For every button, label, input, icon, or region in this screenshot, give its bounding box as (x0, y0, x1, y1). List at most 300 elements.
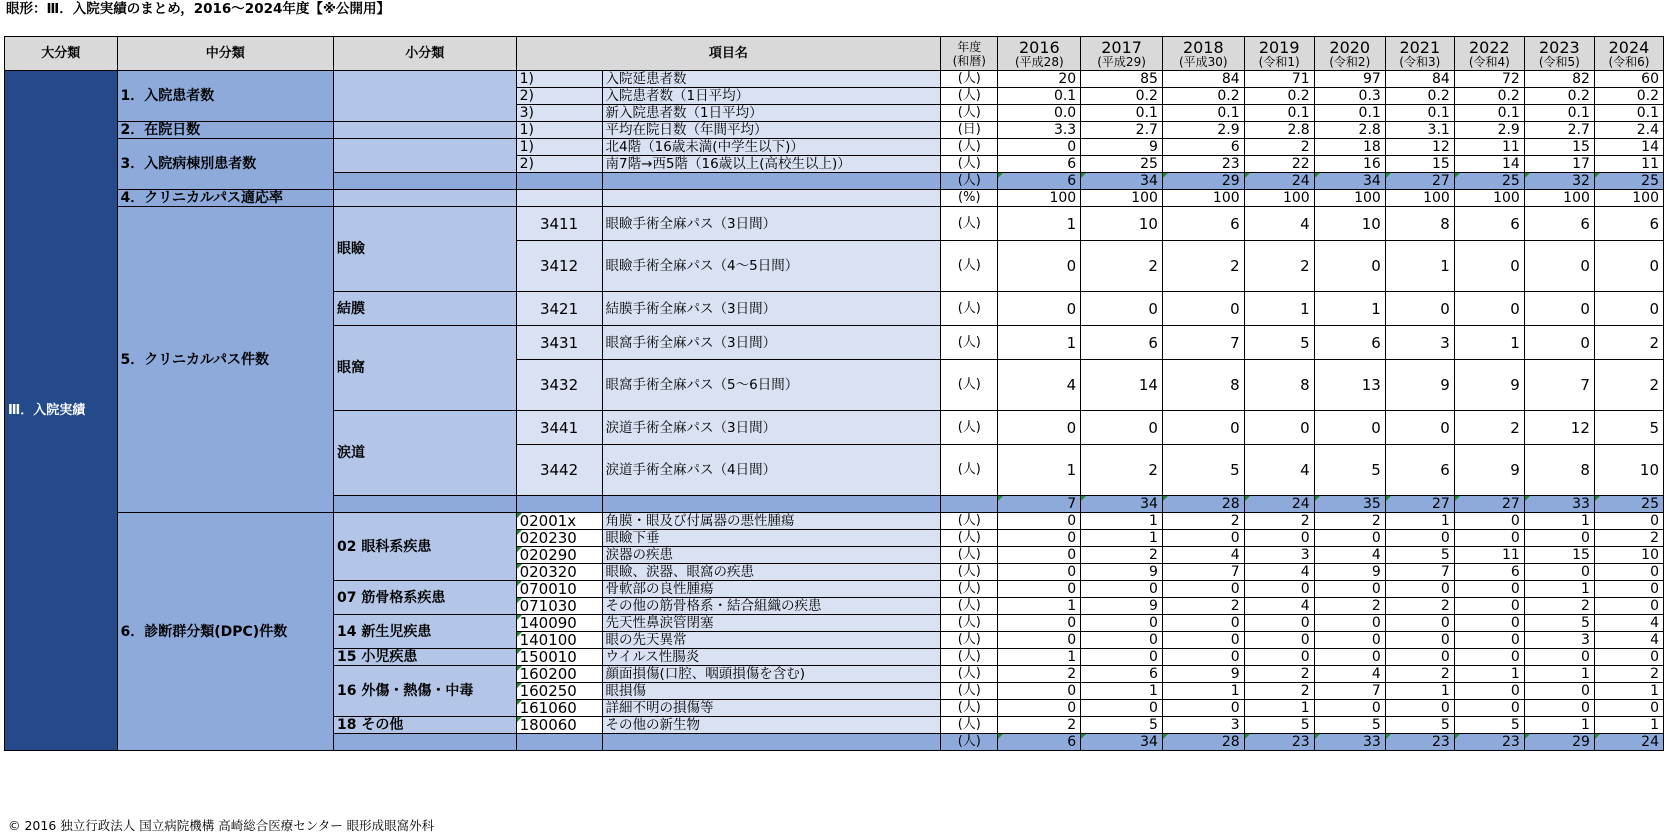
value-cell-2020: 2 (1314, 513, 1385, 530)
value-cell-2017: 2 (1081, 241, 1163, 292)
value-cell-2019: 3 (1244, 547, 1314, 564)
value-cell-2021: 5 (1385, 547, 1454, 564)
row-number (516, 496, 602, 513)
value-cell-2017: 10 (1081, 207, 1163, 241)
value-cell-2020: 4 (1314, 547, 1385, 564)
row-item-name: 入院患者数（1日平均） (602, 88, 941, 105)
row-number: 2) (516, 156, 602, 173)
value-cell-2019: 2 (1244, 666, 1314, 683)
header-year-label: 2020 (1329, 38, 1371, 57)
value-cell-2022: 0 (1454, 683, 1524, 700)
value-cell-2019: 5 (1244, 717, 1314, 734)
row-number: 180060 (516, 717, 602, 734)
row-number: 3441 (516, 411, 602, 445)
value-cell-2018: 4 (1162, 547, 1244, 564)
header-minor: 小分類 (334, 37, 517, 71)
row-number: 1) (516, 122, 602, 139)
row-number: 140100 (516, 632, 602, 649)
value-cell-2021: 3.1 (1385, 122, 1454, 139)
value-cell-2024: 0 (1594, 564, 1663, 581)
value-cell-2020: 35 (1314, 496, 1385, 513)
value-cell-2021: 27 (1385, 496, 1454, 513)
value-cell-2023: 0 (1524, 326, 1594, 360)
row-item-name: その他の筋骨格系・結合組織の疾患 (602, 598, 941, 615)
value-cell-2020: 100 (1314, 190, 1385, 207)
value-cell-2023: 82 (1524, 71, 1594, 88)
value-cell-2018: 0 (1162, 292, 1244, 326)
results-table-container (4, 36, 1664, 751)
value-cell-2021: 84 (1385, 71, 1454, 88)
row-unit: (人) (941, 326, 998, 360)
row-item-name: 涙器の疾患 (602, 547, 941, 564)
value-cell-2021: 0 (1385, 411, 1454, 445)
value-cell-2016: 3.3 (998, 122, 1081, 139)
header-wareki-year: (令和3) (1399, 55, 1441, 69)
row-number: 150010 (516, 649, 602, 666)
value-cell-2022: 0 (1454, 649, 1524, 666)
row-item-name: 先天性鼻涙管閉塞 (602, 615, 941, 632)
category-minor-lacrimal: 涙道 (334, 411, 517, 496)
value-cell-2022: 2 (1454, 411, 1524, 445)
value-cell-2020: 33 (1314, 734, 1385, 751)
value-cell-2018: 5 (1162, 445, 1244, 496)
value-cell-2016: 0 (998, 615, 1081, 632)
header-year-label: 2023 (1539, 38, 1580, 57)
row-unit (941, 496, 998, 513)
header-row (5, 37, 1664, 71)
value-cell-2021: 2 (1385, 598, 1454, 615)
row-item-name: 入院延患者数 (602, 71, 941, 88)
value-cell-2021: 0 (1385, 292, 1454, 326)
value-cell-2017: 2 (1081, 547, 1163, 564)
value-cell-2019: 4 (1244, 598, 1314, 615)
value-cell-2018: 0 (1162, 632, 1244, 649)
value-cell-2024: 0 (1594, 292, 1663, 326)
row-number: 020320 (516, 564, 602, 581)
copyright-footer: © 2016 独立行政法人 国立病院機構 高崎総合医療センター 眼形成眼窩外科 (8, 818, 435, 833)
category-minor-blank (334, 139, 517, 173)
value-cell-2022: 0 (1454, 241, 1524, 292)
value-cell-2023: 0 (1524, 241, 1594, 292)
value-cell-2016: 0 (998, 581, 1081, 598)
value-cell-2018: 2 (1162, 598, 1244, 615)
table-row (5, 190, 1664, 207)
row-unit: (人) (941, 139, 998, 156)
value-cell-2023: 2.7 (1524, 122, 1594, 139)
row-item-name: 平均在院日数（年間平均） (602, 122, 941, 139)
value-cell-2017: 1 (1081, 513, 1163, 530)
value-cell-2018: 0 (1162, 530, 1244, 547)
header-year-label: 2017 (1101, 38, 1142, 57)
row-item-name: ウイルス性腸炎 (602, 649, 941, 666)
value-cell-2016: 0 (998, 632, 1081, 649)
value-cell-2020: 0 (1314, 411, 1385, 445)
value-cell-2024: 2 (1594, 360, 1663, 411)
row-number: 02001x (516, 513, 602, 530)
row-number: 020290 (516, 547, 602, 564)
table-row (5, 139, 1664, 156)
row-item-name: 角膜・眼及び付属器の悪性腫瘍 (602, 513, 941, 530)
value-cell-2017: 0.2 (1081, 88, 1163, 105)
header-year-2021 (1385, 37, 1454, 71)
header-major: 大分類 (5, 37, 118, 71)
header-year-label: 2022 (1468, 38, 1510, 57)
row-item-name: 涙道手術全麻パス（4日間） (602, 445, 941, 496)
row-unit: (人) (941, 173, 998, 190)
value-cell-2018: 84 (1162, 71, 1244, 88)
header-year-label: 2024 (1608, 38, 1650, 57)
value-cell-2016: 2 (998, 717, 1081, 734)
row-number: 071030 (516, 598, 602, 615)
header-wareki-year: (平成30) (1178, 55, 1228, 69)
category-minor-d02: 02 眼科系疾患 (334, 513, 517, 581)
value-cell-2020: 6 (1314, 326, 1385, 360)
value-cell-2020: 97 (1314, 71, 1385, 88)
value-cell-2018: 0.1 (1162, 105, 1244, 122)
header-year-2017 (1081, 37, 1163, 71)
value-cell-2019: 22 (1244, 156, 1314, 173)
row-unit: (人) (941, 513, 998, 530)
value-cell-2016: 0 (998, 411, 1081, 445)
header-year-2022 (1454, 37, 1524, 71)
value-cell-2022: 1 (1454, 666, 1524, 683)
header-wareki-year: (令和6) (1608, 55, 1650, 69)
category-mid-stay-days: 2．在院日数 (117, 122, 334, 139)
value-cell-2020: 0 (1314, 241, 1385, 292)
header-year-2023 (1524, 37, 1594, 71)
value-cell-2021: 100 (1385, 190, 1454, 207)
value-cell-2020: 0.1 (1314, 105, 1385, 122)
header-wareki-year: (平成28) (1015, 55, 1064, 69)
row-unit: (人) (941, 71, 998, 88)
value-cell-2024: 25 (1594, 496, 1663, 513)
header-item: 項目名 (516, 37, 941, 71)
row-unit: (人) (941, 632, 998, 649)
value-cell-2019: 0.1 (1244, 105, 1314, 122)
value-cell-2017: 14 (1081, 360, 1163, 411)
value-cell-2016: 1 (998, 207, 1081, 241)
value-cell-2019: 2 (1244, 241, 1314, 292)
value-cell-2020: 7 (1314, 683, 1385, 700)
header-wareki-year: (令和4) (1468, 55, 1510, 69)
value-cell-2018: 2 (1162, 241, 1244, 292)
header-year-label: 2021 (1399, 38, 1441, 57)
category-mid-dpc: 6．診断群分類(DPC)件数 (117, 513, 334, 751)
value-cell-2021: 3 (1385, 326, 1454, 360)
value-cell-2024: 5 (1594, 411, 1663, 445)
value-cell-2023: 15 (1524, 139, 1594, 156)
value-cell-2023: 5 (1524, 615, 1594, 632)
header-year-2018 (1162, 37, 1244, 71)
value-cell-2020: 0 (1314, 700, 1385, 717)
row-number: 070010 (516, 581, 602, 598)
row-number: 3431 (516, 326, 602, 360)
value-cell-2022: 0.2 (1454, 88, 1524, 105)
row-number (516, 734, 602, 751)
value-cell-2022: 1 (1454, 326, 1524, 360)
value-cell-2023: 0 (1524, 700, 1594, 717)
category-minor-d16: 16 外傷・熱傷・中毒 (334, 666, 517, 717)
row-number: 160200 (516, 666, 602, 683)
value-cell-2024: 0 (1594, 598, 1663, 615)
value-cell-2016: 0.0 (998, 105, 1081, 122)
value-cell-2024: 0.2 (1594, 88, 1663, 105)
value-cell-2022: 9 (1454, 445, 1524, 496)
value-cell-2018: 28 (1162, 496, 1244, 513)
value-cell-2017: 1 (1081, 530, 1163, 547)
value-cell-2019: 4 (1244, 445, 1314, 496)
value-cell-2024: 4 (1594, 632, 1663, 649)
header-year-label: 2019 (1258, 38, 1300, 57)
value-cell-2024: 1 (1594, 717, 1663, 734)
row-item-name: 眼瞼手術全麻パス（4～5日間） (602, 241, 941, 292)
value-cell-2018: 23 (1162, 156, 1244, 173)
value-cell-2020: 9 (1314, 564, 1385, 581)
value-cell-2020: 0 (1314, 649, 1385, 666)
value-cell-2018: 0 (1162, 615, 1244, 632)
header-fiscal-year (941, 37, 998, 71)
value-cell-2019: 2 (1244, 513, 1314, 530)
value-cell-2016: 0 (998, 683, 1081, 700)
value-cell-2016: 0 (998, 241, 1081, 292)
value-cell-2020: 10 (1314, 207, 1385, 241)
category-minor-blank (334, 122, 517, 139)
value-cell-2020: 0 (1314, 581, 1385, 598)
value-cell-2023: 0 (1524, 564, 1594, 581)
row-item-name: 眼瞼手術全麻パス（3日間） (602, 207, 941, 241)
value-cell-2023: 29 (1524, 734, 1594, 751)
value-cell-2017: 0 (1081, 700, 1163, 717)
value-cell-2024: 0 (1594, 649, 1663, 666)
value-cell-2022: 0 (1454, 598, 1524, 615)
value-cell-2021: 0 (1385, 649, 1454, 666)
value-cell-2021: 1 (1385, 241, 1454, 292)
value-cell-2022: 100 (1454, 190, 1524, 207)
value-cell-2017: 2 (1081, 445, 1163, 496)
row-unit: (人) (941, 649, 998, 666)
header-wareki-year: (平成29) (1097, 55, 1146, 69)
value-cell-2017: 0 (1081, 615, 1163, 632)
value-cell-2022: 23 (1454, 734, 1524, 751)
row-unit: (人) (941, 717, 998, 734)
value-cell-2022: 2.9 (1454, 122, 1524, 139)
results-table (4, 36, 1664, 751)
value-cell-2021: 27 (1385, 173, 1454, 190)
value-cell-2017: 0 (1081, 632, 1163, 649)
value-cell-2022: 0.1 (1454, 105, 1524, 122)
value-cell-2020: 18 (1314, 139, 1385, 156)
category-mid-path-count: 5．クリニカルパス件数 (117, 207, 334, 513)
value-cell-2019: 0 (1244, 649, 1314, 666)
row-number: 3421 (516, 292, 602, 326)
value-cell-2019: 100 (1244, 190, 1314, 207)
row-item-name: 詳細不明の損傷等 (602, 700, 941, 717)
category-major: Ⅲ．入院実績 (5, 71, 118, 751)
row-item-name (602, 173, 941, 190)
value-cell-2016: 1 (998, 326, 1081, 360)
value-cell-2019: 24 (1244, 173, 1314, 190)
value-cell-2021: 6 (1385, 445, 1454, 496)
value-cell-2024: 11 (1594, 156, 1663, 173)
row-item-name: 眼の先天異常 (602, 632, 941, 649)
value-cell-2018: 100 (1162, 190, 1244, 207)
value-cell-2016: 1 (998, 598, 1081, 615)
value-cell-2023: 15 (1524, 547, 1594, 564)
row-unit: (人) (941, 547, 998, 564)
value-cell-2016: 0 (998, 139, 1081, 156)
header-wareki-label: (和暦) (952, 53, 986, 68)
value-cell-2024: 2 (1594, 326, 1663, 360)
value-cell-2017: 0 (1081, 581, 1163, 598)
value-cell-2019: 4 (1244, 564, 1314, 581)
value-cell-2023: 2 (1524, 598, 1594, 615)
value-cell-2019: 23 (1244, 734, 1314, 751)
row-unit: (人) (941, 666, 998, 683)
value-cell-2023: 0 (1524, 292, 1594, 326)
value-cell-2022: 0 (1454, 581, 1524, 598)
header-wareki-year: (令和5) (1538, 55, 1580, 69)
value-cell-2023: 8 (1524, 445, 1594, 496)
row-number: 140090 (516, 615, 602, 632)
value-cell-2024: 0 (1594, 241, 1663, 292)
value-cell-2023: 0 (1524, 683, 1594, 700)
value-cell-2024: 24 (1594, 734, 1663, 751)
value-cell-2021: 2 (1385, 666, 1454, 683)
value-cell-2020: 5 (1314, 717, 1385, 734)
category-mid-path-rate: 4．クリニカルパス適応率 (117, 190, 334, 207)
value-cell-2024: 25 (1594, 173, 1663, 190)
row-unit: (人) (941, 581, 998, 598)
row-item-name (602, 190, 941, 207)
value-cell-2017: 0 (1081, 411, 1163, 445)
category-minor-blank (334, 734, 517, 751)
value-cell-2022: 72 (1454, 71, 1524, 88)
value-cell-2021: 23 (1385, 734, 1454, 751)
value-cell-2019: 5 (1244, 326, 1314, 360)
value-cell-2020: 34 (1314, 173, 1385, 190)
value-cell-2022: 0 (1454, 292, 1524, 326)
value-cell-2017: 2.7 (1081, 122, 1163, 139)
row-item-name: 新入院患者数（1日平均） (602, 105, 941, 122)
value-cell-2023: 6 (1524, 207, 1594, 241)
value-cell-2020: 0 (1314, 632, 1385, 649)
value-cell-2022: 0 (1454, 530, 1524, 547)
category-minor-d15: 15 小児疾患 (334, 649, 517, 666)
row-unit: (人) (941, 88, 998, 105)
category-minor-d18: 18 その他 (334, 717, 517, 734)
value-cell-2019: 8 (1244, 360, 1314, 411)
value-cell-2017: 34 (1081, 496, 1163, 513)
value-cell-2022: 25 (1454, 173, 1524, 190)
value-cell-2021: 5 (1385, 717, 1454, 734)
value-cell-2024: 2.4 (1594, 122, 1663, 139)
value-cell-2017: 0 (1081, 649, 1163, 666)
value-cell-2020: 0 (1314, 615, 1385, 632)
row-number: 1) (516, 71, 602, 88)
value-cell-2021: 0.2 (1385, 88, 1454, 105)
value-cell-2020: 13 (1314, 360, 1385, 411)
value-cell-2018: 0 (1162, 411, 1244, 445)
row-unit: (人) (941, 598, 998, 615)
row-number: 3412 (516, 241, 602, 292)
row-number: 161060 (516, 700, 602, 717)
value-cell-2016: 2 (998, 666, 1081, 683)
row-item-name: 眼瞼下垂 (602, 530, 941, 547)
row-item-name: 眼瞼、涙器、眼窩の疾患 (602, 564, 941, 581)
category-minor-blank (334, 496, 517, 513)
row-unit: (人) (941, 156, 998, 173)
header-year-2016 (998, 37, 1081, 71)
value-cell-2019: 1 (1244, 292, 1314, 326)
row-item-name: 北4階（16歳未満(中学生以下)） (602, 139, 941, 156)
value-cell-2020: 0 (1314, 530, 1385, 547)
table-row (5, 71, 1664, 88)
value-cell-2024: 10 (1594, 547, 1663, 564)
value-cell-2020: 2.8 (1314, 122, 1385, 139)
value-cell-2017: 34 (1081, 173, 1163, 190)
value-cell-2016: 0 (998, 547, 1081, 564)
value-cell-2019: 0 (1244, 411, 1314, 445)
value-cell-2020: 4 (1314, 666, 1385, 683)
value-cell-2023: 1 (1524, 581, 1594, 598)
value-cell-2018: 0.2 (1162, 88, 1244, 105)
value-cell-2017: 6 (1081, 666, 1163, 683)
value-cell-2019: 0 (1244, 615, 1314, 632)
value-cell-2024: 0.1 (1594, 105, 1663, 122)
value-cell-2016: 6 (998, 734, 1081, 751)
value-cell-2016: 1 (998, 649, 1081, 666)
value-cell-2016: 20 (998, 71, 1081, 88)
value-cell-2023: 17 (1524, 156, 1594, 173)
header-wareki-year: (令和1) (1258, 55, 1300, 69)
value-cell-2021: 1 (1385, 513, 1454, 530)
category-minor-orbit: 眼窩 (334, 326, 517, 411)
value-cell-2022: 6 (1454, 207, 1524, 241)
value-cell-2019: 2 (1244, 139, 1314, 156)
value-cell-2016: 7 (998, 496, 1081, 513)
row-unit: (人) (941, 292, 998, 326)
row-unit: (人) (941, 615, 998, 632)
value-cell-2023: 0.2 (1524, 88, 1594, 105)
value-cell-2018: 0 (1162, 581, 1244, 598)
table-row (5, 207, 1664, 241)
row-number: 3432 (516, 360, 602, 411)
category-minor-d14: 14 新生児疾患 (334, 615, 517, 649)
value-cell-2022: 5 (1454, 717, 1524, 734)
row-unit: (人) (941, 445, 998, 496)
value-cell-2024: 6 (1594, 207, 1663, 241)
value-cell-2021: 12 (1385, 139, 1454, 156)
value-cell-2021: 0 (1385, 700, 1454, 717)
value-cell-2019: 0 (1244, 632, 1314, 649)
value-cell-2018: 6 (1162, 207, 1244, 241)
row-unit: (人) (941, 734, 998, 751)
category-minor-blank (334, 71, 517, 122)
value-cell-2016: 4 (998, 360, 1081, 411)
value-cell-2019: 24 (1244, 496, 1314, 513)
value-cell-2017: 100 (1081, 190, 1163, 207)
value-cell-2023: 1 (1524, 666, 1594, 683)
value-cell-2020: 5 (1314, 445, 1385, 496)
row-number: 3) (516, 105, 602, 122)
value-cell-2019: 71 (1244, 71, 1314, 88)
value-cell-2021: 0 (1385, 632, 1454, 649)
table-row (5, 513, 1664, 530)
value-cell-2022: 11 (1454, 139, 1524, 156)
category-minor-d07: 07 筋骨格系疾患 (334, 581, 517, 615)
value-cell-2023: 1 (1524, 513, 1594, 530)
value-cell-2022: 9 (1454, 360, 1524, 411)
